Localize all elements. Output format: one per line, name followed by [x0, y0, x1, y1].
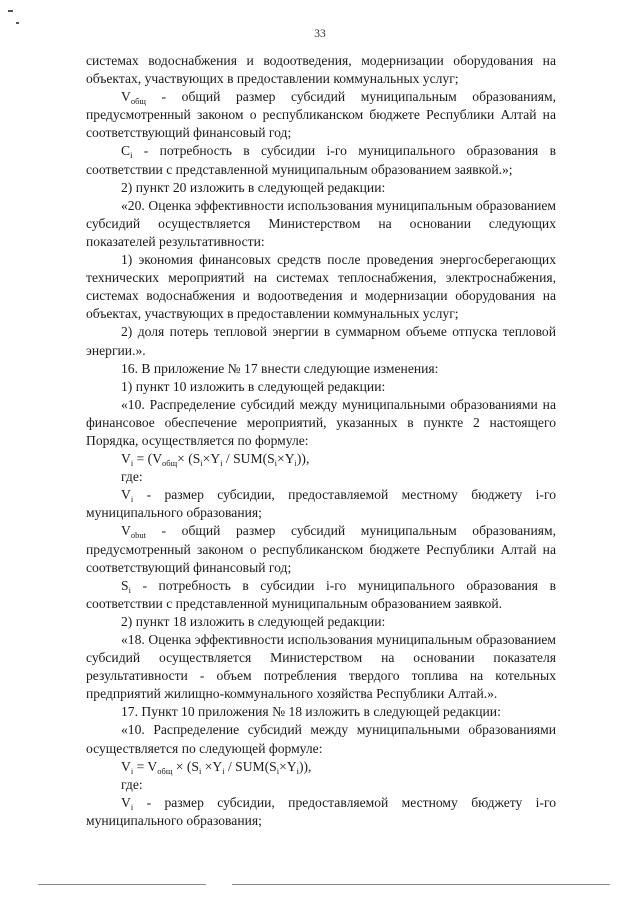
subscript: общ	[162, 458, 178, 469]
paragraph: 2) пункт 18 изложить в следующей редакции:	[121, 613, 386, 629]
text-run: S	[121, 577, 129, 593]
subscript: i	[222, 765, 225, 776]
paragraph	[86, 794, 556, 830]
text-run: ×Y	[277, 451, 295, 467]
paragraph	[86, 486, 556, 522]
subscript: i	[198, 765, 202, 776]
document-body	[86, 52, 556, 830]
paragraph: «18. Оценка эффективности использования муниципальным образованием субсидий осуществляется Министерством на основании показателя результативности - объем потребления твердого топлива на котельных предприятий жилищно-коммунального хозяйства Республики Алтай.».	[86, 632, 556, 702]
text-run: = (V	[133, 451, 163, 467]
scan-mark-top-left	[8, 10, 13, 12]
subscript: i	[130, 494, 134, 505]
subscript: i	[294, 458, 297, 469]
text-run: = V	[133, 758, 158, 774]
subscript: общ	[130, 96, 146, 107]
subscript: i	[220, 458, 223, 469]
subscript: obut	[130, 530, 146, 541]
subscript: общ	[157, 765, 173, 776]
paragraph: 17. Пункт 10 приложения № 18 изложить в следующей редакции:	[121, 704, 501, 720]
text-run: ×Y	[202, 451, 221, 467]
subscript: i	[200, 458, 203, 469]
paragraph: 16. В приложение № 17 внести следующие изменения:	[121, 360, 439, 376]
text-run: - потребность в субсидии i-го муниципального образования в соответствии с представленной муниципальным образованием заявкой.	[86, 577, 556, 611]
paragraph	[86, 522, 556, 576]
text-run: ×Y	[279, 758, 297, 774]
paragraph	[86, 758, 556, 776]
text-run: / SUM(S	[224, 758, 277, 774]
text-run: - размер субсидии, предоставляемой местному бюджету i-го муниципального образования;	[86, 487, 556, 521]
paragraph	[86, 577, 556, 613]
subscript: i	[130, 150, 133, 161]
paragraph: «10. Распределение субсидий между муниципальными образованиями осуществляется по следующей формуле:	[86, 722, 556, 756]
bottom-rule-right	[232, 884, 610, 885]
paragraph: системах водоснабжения и водоотведения, модернизации оборудования на объектах, участвующих в предоставлении коммунальных услуг;	[86, 53, 556, 87]
text-run: V	[121, 487, 131, 503]
text-run: C	[121, 143, 131, 159]
subscript: i	[276, 765, 280, 776]
text-run: V	[121, 523, 131, 539]
text-run: )),	[298, 758, 312, 774]
subscript: i	[296, 765, 299, 776]
paragraph	[86, 142, 556, 178]
paragraph: где:	[121, 776, 143, 792]
text-run: / SUM(S	[222, 451, 275, 467]
subscript: i	[130, 801, 134, 812]
text-run: - размер субсидии, предоставляемой местному бюджету i-го муниципального образования;	[86, 794, 556, 828]
page-number: 33	[314, 28, 326, 40]
text-run: V	[121, 794, 131, 810]
scan-mark-left	[16, 22, 19, 24]
text-run: V	[121, 451, 131, 467]
text-run: - общий размер субсидий муниципальным образованиям, предусмотренный законом о республиканском бюджете Республики Алтай на соответствующий финансовый год;	[86, 523, 556, 575]
subscript: i	[130, 765, 134, 776]
text-run: - потребность в субсидии i-го муниципального образования в соответствии с представленной муниципальным образованием заявкой.»;	[86, 143, 556, 177]
paragraph: «10. Распределение субсидий между муниципальными образованиями на финансовое обеспечение мероприятий, указанных в пункте 2 настоящего Порядка, осуществляется по формуле:	[86, 396, 556, 448]
text-run: V	[121, 89, 131, 105]
paragraph: 1) экономия финансовых средств после проведения энергосберегающих технических мероприятий на системах теплоснабжения, электроснабжения, системах водоснабжения и водоотведения и модернизации оборудования на объектах, участвующих в предоставлении коммунальных услуг;	[86, 252, 556, 322]
text-run: )),	[296, 451, 310, 467]
paragraph	[86, 450, 556, 468]
subscript: i	[130, 458, 134, 469]
text-run: × (S	[172, 758, 199, 774]
text-run: - общий размер субсидий муниципальным образованиям, предусмотренный законом о республиканском бюджете Республики Алтай на соответствующий финансовый год;	[86, 89, 556, 141]
paragraph: 2) пункт 20 изложить в следующей редакции:	[121, 179, 386, 195]
paragraph: где:	[121, 469, 143, 485]
paragraph: «20. Оценка эффективности использования муниципальным образованием субсидий осуществляется Министерством на основании следующих показателей результативности:	[86, 197, 556, 249]
subscript: i	[128, 584, 131, 595]
paragraph: 2) доля потерь тепловой энергии в суммарном объеме отпуска тепловой энергии.».	[86, 324, 556, 358]
bottom-rule-left	[38, 884, 206, 885]
paragraph: 1) пункт 10 изложить в следующей редакции:	[121, 378, 386, 394]
text-run: × (S	[177, 451, 201, 467]
text-run: V	[121, 758, 131, 774]
paragraph	[86, 88, 556, 142]
text-run: ×Y	[201, 758, 223, 774]
subscript: i	[274, 458, 278, 469]
